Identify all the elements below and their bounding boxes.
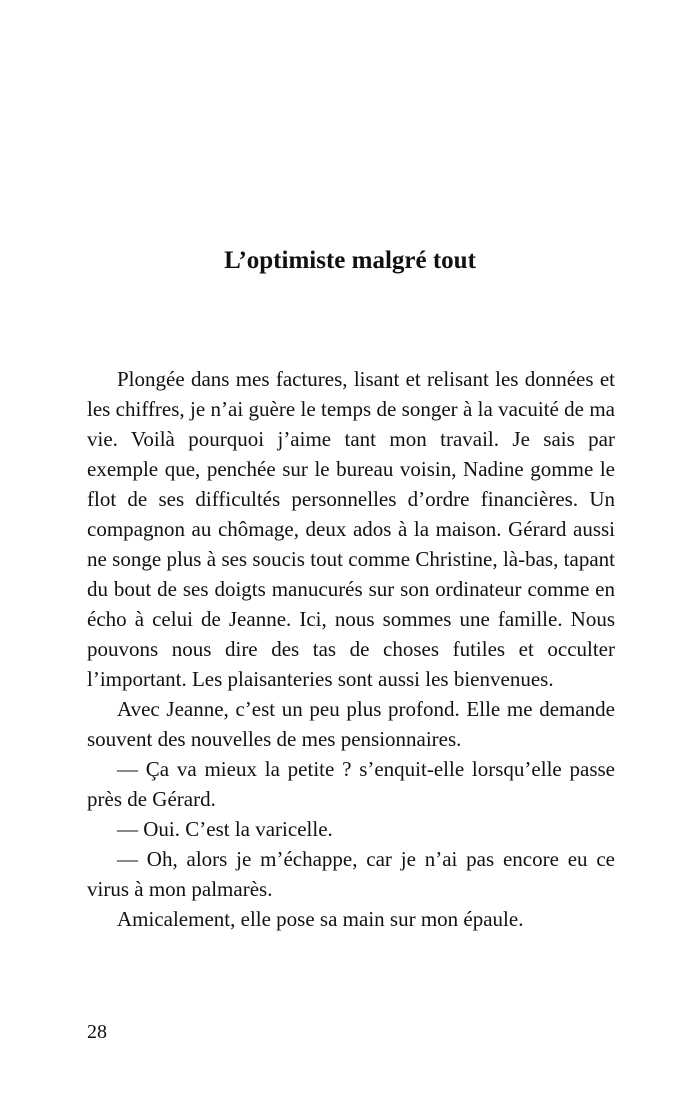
paragraph-3: Amicalement, elle pose sa main sur mon épaule.	[117, 907, 524, 931]
dialogue-line-1: — Ça va mieux la petite ? s’enquit-elle lorsqu’elle passe près de Gérard.	[87, 757, 615, 811]
page-number: 28	[87, 1021, 107, 1043]
body-text	[87, 364, 615, 934]
paragraph-2: Avec Jeanne, c’est un peu plus profond. Elle me demande souvent des nouvelles de mes pensionnaires.	[87, 697, 615, 751]
paragraph-1: Plongée dans mes factures, lisant et relisant les données et les chiffres, je n’ai guère le temps de songer à la vacuité de ma vie. Voilà pourquoi j’aime tant mon travail. Je sais par exemple que, penchée sur le bureau voisin, Nadine gomme le flot de ses difficultés personnelles d’ordre financières. Un compagnon au chômage, deux ados à la maison. Gérard aussi ne songe plus à ses soucis tout comme Christine, là-bas, tapant du bout de ses doigts manucurés sur son ordinateur comme en écho à celui de Jeanne. Ici, nous sommes une famille. Nous pouvons nous dire des tas de choses futiles et occulter l’important. Les plaisanteries sont aussi les bienvenues.	[87, 367, 615, 691]
chapter-title: L’optimiste malgré tout	[224, 247, 476, 274]
dialogue-line-3: — Oh, alors je m’échappe, car je n’ai pas encore eu ce virus à mon palmarès.	[87, 847, 615, 901]
dialogue-line-2: — Oui. C’est la varicelle.	[117, 817, 333, 841]
